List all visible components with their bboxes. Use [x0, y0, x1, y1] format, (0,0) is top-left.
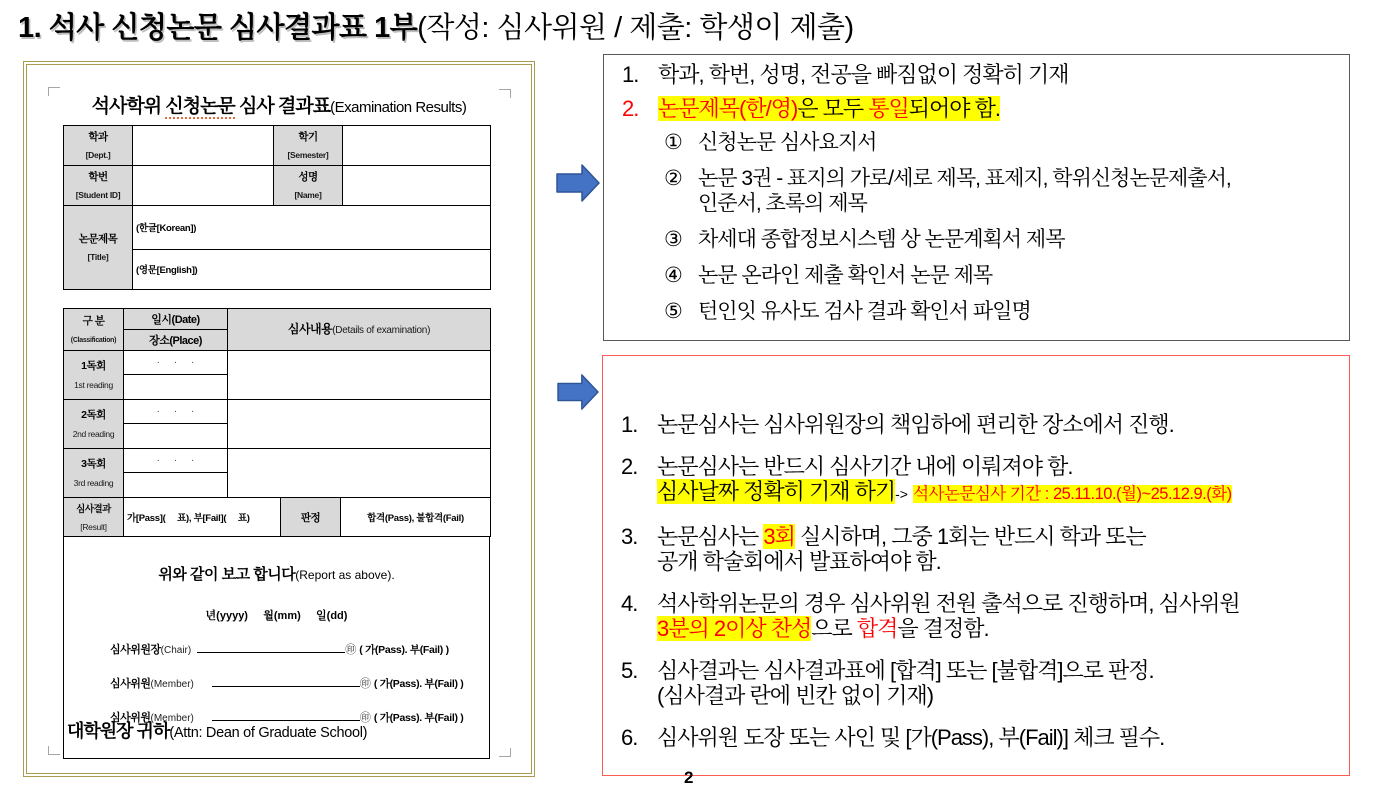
- reading1-label-cell: [64, 350, 124, 399]
- highlight-text: 심사날짜 정확히 기재 하기: [657, 479, 896, 504]
- subitem-text: 논문 온라인 제출 확인서 논문 제목: [698, 264, 993, 287]
- semester-label-cell: [274, 126, 343, 166]
- report-statement-english: (Report as above).: [295, 568, 395, 583]
- name-value-cell: [343, 165, 491, 205]
- reading1-details-cell: [228, 350, 491, 399]
- notes-subitem-3: [612, 225, 1341, 254]
- item-text: [658, 94, 1000, 124]
- item-line: 으로: [811, 616, 857, 641]
- item-number: 5.: [621, 658, 638, 683]
- item-line: 실시하며, 그중 1회는 반드시 학과 또는: [794, 524, 1146, 549]
- circled-number: ④: [664, 264, 682, 287]
- student-id-label-cell: [64, 165, 133, 205]
- member-role-label: 심사위원: [110, 712, 151, 725]
- details-header-en: (Details of examination): [332, 324, 431, 336]
- pass-fail-options: ( 가(Pass). 부(Fail) ): [359, 644, 449, 657]
- place-header: 장소(Place): [149, 334, 202, 347]
- notes-subitem-2-cont: [698, 189, 1341, 218]
- page-title: [18, 5, 854, 46]
- reading3-date-cell: · · ·: [124, 448, 228, 472]
- reading3-place-cell: [124, 472, 228, 497]
- name-label: 성명: [298, 170, 318, 183]
- dept-value-cell: [133, 126, 274, 166]
- verdict-options-cell: 합격(Pass), 불합격(Fail): [341, 497, 491, 537]
- date-header: 일시(Date): [151, 313, 200, 326]
- member-role-label-en: (Member): [150, 679, 194, 691]
- red-text: 합격: [856, 616, 898, 641]
- item-text: 학과, 학번, 성명, 전공을 빠짐없이 정확히 기재: [658, 62, 1069, 87]
- result-row-table: [63, 497, 491, 538]
- item-line: 심사결과는 심사결과표에 [합격] 또는 [불합격]으로 판정.: [657, 658, 1154, 683]
- item-text: 논문심사는 심사위원장의 책임하에 편리한 장소에서 진행.: [657, 412, 1174, 437]
- reading2-label-en: 2nd reading: [72, 428, 115, 439]
- notes-subitem-5: [612, 297, 1341, 326]
- verdict-label: 판정: [300, 511, 321, 524]
- item-text: [657, 591, 1343, 641]
- signature-row-member1: [110, 675, 463, 691]
- result-label: 심사결과: [76, 503, 111, 515]
- item-number: 1.: [622, 62, 639, 87]
- result-options-cell: 가[Pass]( 표), 부[Fail]( 표): [124, 497, 281, 537]
- item-line: 공개 학술회에서 발표하여야 함.: [657, 549, 941, 574]
- examination-table: [63, 308, 491, 498]
- thesis-title-korean-cell: [133, 205, 491, 249]
- details-header: 심사내용: [287, 321, 333, 336]
- reading3-label: 3독회: [81, 458, 106, 471]
- pass-fail-options: ( 가(Pass). 부(Fail) ): [373, 712, 464, 725]
- right-arrow-icon: [556, 162, 600, 204]
- reading1-date-cell: · · ·: [124, 350, 228, 374]
- seal-icon: ㊞: [345, 644, 357, 657]
- place-header-cell: [124, 329, 228, 350]
- reading1-label-en: 1st reading: [74, 379, 113, 390]
- exam-period-text: 석사논문심사 기간 : 25.11.10.(월)~25.12.9.(화): [913, 485, 1232, 503]
- notes-subitem-4: [612, 261, 1341, 290]
- reading3-label-en: 3rd reading: [73, 477, 114, 488]
- page-title-main: 1. 석사 신청논문 심사결과표 1부: [18, 12, 418, 44]
- thesis-title-label-cell: [64, 205, 133, 289]
- form-title: [27, 91, 531, 118]
- thesis-title-english-cell: [133, 249, 491, 289]
- item-line: (심사결과 란에 빈칸 없이 기재): [657, 683, 934, 708]
- verdict-label-cell: [281, 497, 341, 537]
- member-role-label: 심사위원: [110, 678, 151, 691]
- signature-line: [212, 676, 360, 687]
- form-title-underlined: 신청논문: [165, 96, 235, 117]
- rules-item-5: [613, 658, 1343, 708]
- form-image-frame: [23, 61, 535, 777]
- dept-label-en: [Dept.]: [85, 150, 111, 161]
- item-line: 논문심사는 반드시 심사기간 내에 이뤄져야 함.: [657, 454, 1073, 479]
- subitem-text: 인준서, 초록의 제목: [698, 192, 867, 215]
- form-page: [26, 64, 532, 774]
- subitem-text: 턴인잇 유사도 검사 결과 확인서 파일명: [698, 300, 1031, 323]
- reading2-label-cell: [64, 399, 124, 448]
- highlight-red-text: 통일: [868, 96, 909, 121]
- rules-item-6: [613, 725, 1343, 750]
- item-text: 심사위원 도장 또는 사인 및 [가(Pass), 부(Fail)] 체크 필수.: [657, 725, 1165, 750]
- pass-fail-options: ( 가(Pass). 부(Fail) ): [373, 678, 464, 691]
- circled-number: ③: [664, 228, 682, 251]
- reading1-label: 1독회: [81, 360, 106, 373]
- reading3-details-cell: [228, 448, 491, 497]
- attn-english: (Attn: Dean of Graduate School): [169, 725, 368, 741]
- item-text: [657, 454, 1343, 507]
- circled-number: ⑤: [664, 300, 682, 323]
- page-number: 2: [684, 768, 694, 787]
- highlight-red-text: 논문제목(한/영): [658, 96, 798, 121]
- seal-icon: ㊞: [359, 712, 371, 725]
- notes-item-2: [612, 94, 1341, 124]
- subitem-text: 논문 3권 - 표지의 가로/세로 제목, 표제지, 학위신청논문제출서,: [698, 167, 1231, 190]
- crop-mark-icon: [48, 746, 60, 755]
- notes-item-1: [612, 60, 1341, 90]
- report-statement: [64, 563, 489, 584]
- student-id-label-en: [Student ID]: [75, 190, 121, 201]
- circled-number: ②: [664, 167, 682, 190]
- item-line: 논문심사는: [657, 524, 764, 549]
- item-number: 4.: [621, 591, 638, 616]
- right-arrow-icon: [556, 372, 600, 412]
- notes-subitem-1: [612, 128, 1341, 157]
- rules-item-1: [613, 412, 1343, 437]
- chair-role-label: 심사위원장: [110, 644, 161, 657]
- subitem-text: 차세대 종합정보시스템 상 논문계획서 제목: [698, 228, 1065, 251]
- attn-korean: 대학원장 귀하: [67, 721, 170, 741]
- rules-item-3: [613, 524, 1343, 574]
- item-line: 을 결정함.: [897, 616, 989, 641]
- rules-item-4: [613, 591, 1343, 641]
- attn-line: [67, 717, 367, 743]
- item-text: [657, 524, 1343, 574]
- form-body: [63, 125, 490, 759]
- reading1-place-cell: [124, 374, 228, 399]
- dept-label: 학과: [88, 131, 108, 143]
- form-title-korean: 석사학위: [91, 96, 166, 117]
- reading3-label-cell: [64, 448, 124, 497]
- semester-value-cell: [343, 126, 491, 166]
- seal-icon: ㊞: [359, 678, 371, 691]
- details-header-cell: [228, 308, 491, 350]
- highlight-text: 되어야 함.: [908, 96, 1001, 121]
- semester-label-en: [Semester]: [287, 150, 329, 161]
- report-statement-korean: 위와 같이 보고 합니다: [158, 566, 296, 584]
- classification-header-cell: [64, 308, 124, 350]
- student-info-table: [63, 125, 491, 290]
- crop-mark-icon: [499, 748, 511, 757]
- rules-box: [602, 355, 1350, 776]
- item-number: 1.: [621, 412, 638, 437]
- student-id-value-cell: [133, 165, 274, 205]
- date-header-cell: [124, 308, 228, 329]
- result-label-cell: [64, 497, 124, 537]
- name-label-en: [Name]: [294, 190, 322, 201]
- thesis-title-label-en: [Title]: [87, 252, 109, 263]
- reading2-date-cell: · · ·: [124, 399, 228, 423]
- thesis-title-label: 논문제목: [78, 232, 118, 245]
- signature-line: [197, 642, 345, 653]
- item-number: 3.: [621, 524, 638, 549]
- item-text: [657, 658, 1343, 708]
- chair-role-label-en: (Chair): [160, 645, 192, 657]
- korean-caption: (한글[Korean]): [136, 223, 197, 235]
- semester-label: 학기: [298, 131, 318, 143]
- highlight-text: 은 모두: [797, 96, 869, 121]
- item-number: 2.: [622, 96, 639, 121]
- notes-box: [603, 54, 1350, 341]
- page-title-sub: (작성: 심사위원 / 제출: 학생이 제출): [417, 12, 854, 44]
- reading2-label: 2독회: [81, 409, 106, 422]
- item-line: 석사학위논문의 경우 심사위원 전원 출석으로 진행하며, 심사위원: [657, 591, 1240, 616]
- classification-label-en: (Classification): [70, 337, 117, 345]
- highlight-red-text: 3분의 2이상 찬성: [657, 616, 812, 641]
- result-label-en: [Result]: [80, 521, 107, 532]
- form-title-korean2: 심사 결과표: [234, 96, 331, 117]
- member-role-label-en: (Member): [150, 713, 194, 725]
- subitem-text: 신청논문 심사요지서: [698, 131, 877, 154]
- reading2-details-cell: [228, 399, 491, 448]
- item-number: 6.: [621, 725, 638, 750]
- english-caption: (영문[English]): [136, 265, 198, 277]
- dept-label-cell: [64, 126, 133, 166]
- arrow-text: ->: [895, 486, 908, 502]
- circled-number: ①: [664, 131, 682, 154]
- name-label-cell: [274, 165, 343, 205]
- item-number: 2.: [621, 454, 638, 479]
- reading2-place-cell: [124, 423, 228, 448]
- classification-label: 구 분: [82, 314, 105, 327]
- report-date-line: 년(yyyy) 월(mm) 일(dd): [205, 610, 348, 623]
- form-title-english: (Examination Results): [330, 99, 467, 116]
- rules-item-2: [613, 454, 1343, 507]
- student-id-label: 학번: [88, 170, 108, 183]
- signature-row-chair: [110, 641, 449, 657]
- highlight-red-text: 3회: [763, 524, 795, 549]
